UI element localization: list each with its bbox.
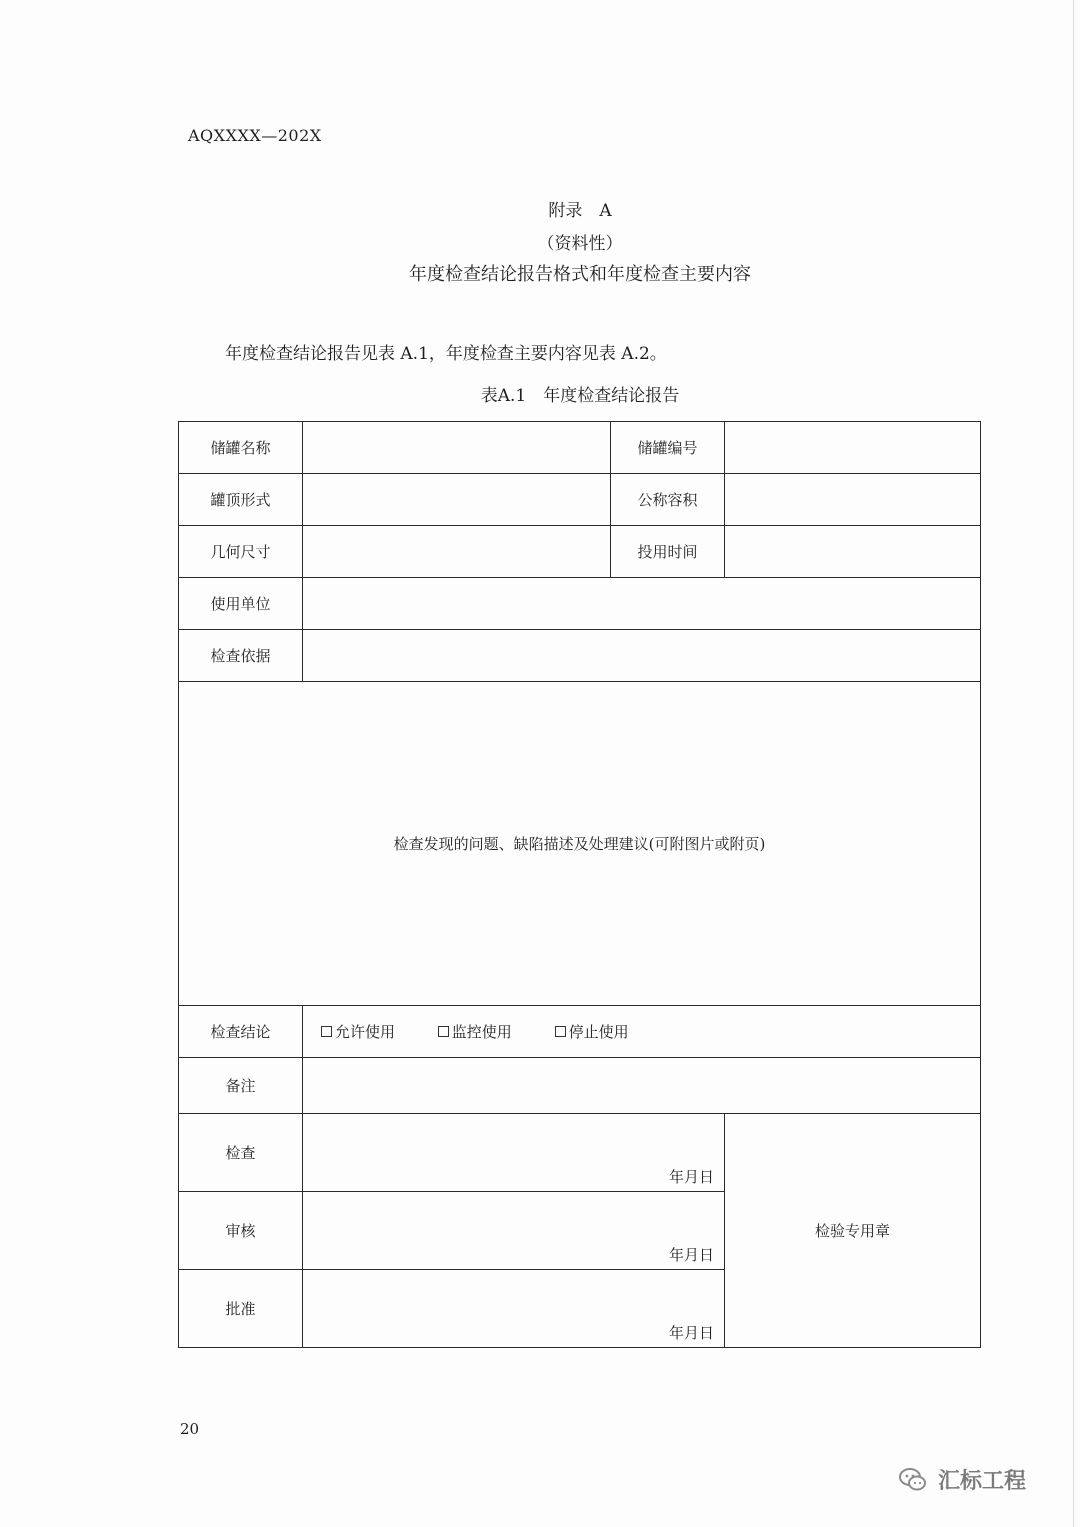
roof-type-label: 罐顶形式 [179,474,303,526]
checkbox-icon[interactable] [555,1026,566,1037]
approve-label: 批准 [179,1270,303,1348]
table-row [179,1114,981,1192]
inspection-report-table [178,421,981,1348]
table-row [179,422,981,474]
page-number: 20 [180,1420,200,1438]
intro-paragraph: 年度检查结论报告见表 A.1，年度检查主要内容见表 A.2。 [225,344,667,364]
seal-label: 检验专用章 [814,1222,890,1240]
nominal-volume-label: 公称容积 [611,474,725,526]
user-unit-value[interactable] [303,578,981,630]
nominal-volume-value[interactable] [725,474,981,526]
in-service-time-value[interactable] [725,526,981,578]
issues-cell[interactable] [179,682,981,1006]
table-row [179,526,981,578]
checkbox-icon[interactable] [438,1026,449,1037]
roof-type-value[interactable] [303,474,611,526]
table-row [179,682,981,1006]
table-caption: 表A.1 年度检查结论报告 [480,386,680,406]
date-label: 年月日 [668,1246,714,1264]
seal-cell [725,1114,981,1348]
option-stop[interactable]: 停止使用 [555,1021,629,1042]
chat-icon [898,1465,928,1495]
remarks-label: 备注 [179,1058,303,1114]
appendix-title: 附录 A [548,201,612,221]
brand-watermark [898,1464,1026,1495]
inspect-label: 检查 [179,1114,303,1192]
table-row [179,1058,981,1114]
user-unit-label: 使用单位 [179,578,303,630]
issues-label: 检查发现的问题、缺陷描述及处理建议(可附图片或附页) [393,835,766,853]
table-row [179,630,981,682]
appendix-name: 年度检查结论报告格式和年度检查主要内容 [409,264,751,285]
inspection-basis-value[interactable] [303,630,981,682]
review-signature-cell[interactable] [303,1192,725,1270]
geometry-value[interactable] [303,526,611,578]
conclusion-label: 检查结论 [179,1006,303,1058]
tank-name-label: 储罐名称 [179,422,303,474]
document-code: AQXXXX—202X [188,126,322,145]
tank-number-value[interactable] [725,422,981,474]
appendix-type: （资料性） [537,234,623,254]
approve-signature-cell[interactable] [303,1270,725,1348]
option-monitor[interactable]: 监控使用 [438,1021,512,1042]
tank-number-label: 储罐编号 [611,422,725,474]
brand-name: 汇标工程 [938,1469,1027,1494]
inspection-basis-label: 检查依据 [179,630,303,682]
checkbox-icon[interactable] [321,1026,332,1037]
inspect-signature-cell[interactable] [303,1114,725,1192]
table-row [179,578,981,630]
conclusion-options [303,1006,981,1058]
geometry-label: 几何尺寸 [179,526,303,578]
date-label: 年月日 [668,1168,714,1186]
table-row [179,474,981,526]
review-label: 审核 [179,1192,303,1270]
in-service-time-label: 投用时间 [611,526,725,578]
table-row [179,1006,981,1058]
remarks-value[interactable] [303,1058,981,1114]
date-label: 年月日 [668,1324,714,1342]
option-allow[interactable]: 允许使用 [321,1021,395,1042]
tank-name-value[interactable] [303,422,611,474]
